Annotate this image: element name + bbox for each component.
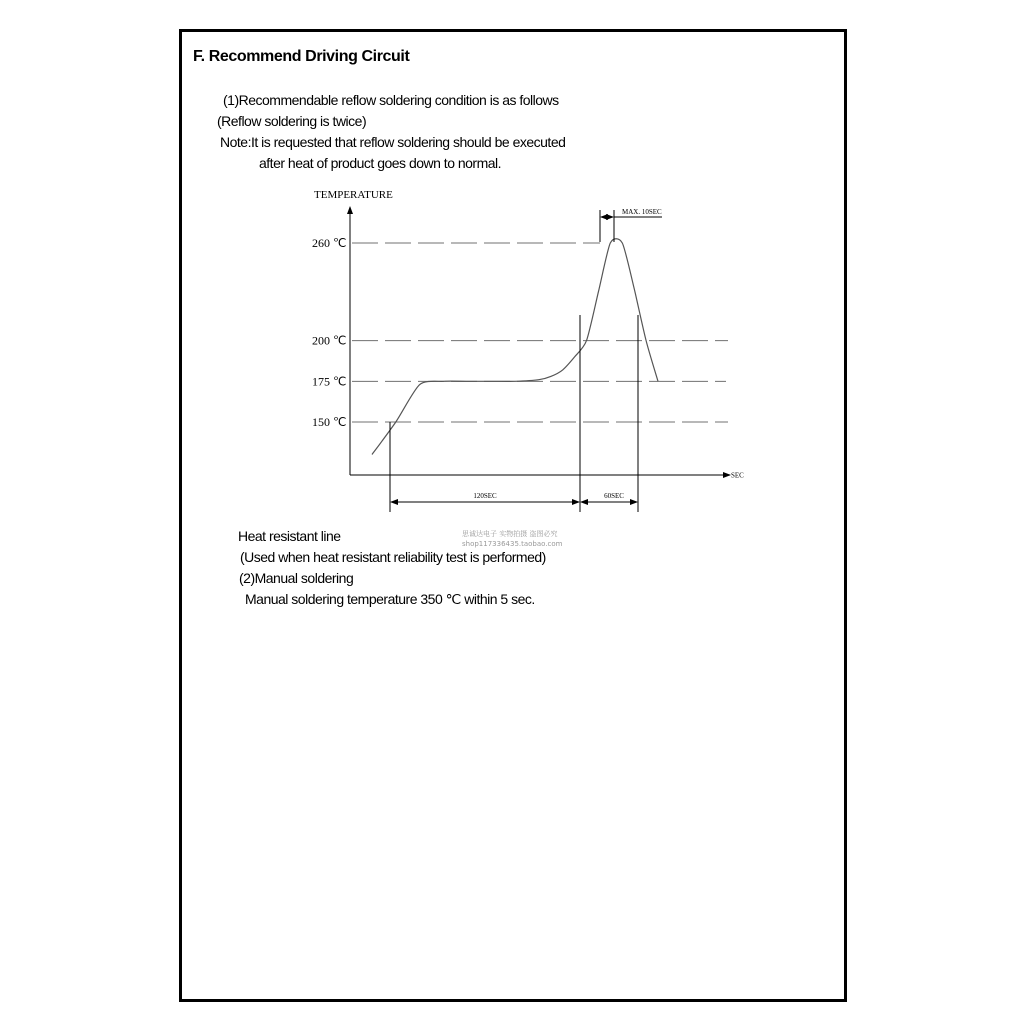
- heat-resistant-note: (Used when heat resistant reliability test is performed): [240, 549, 546, 565]
- reflow-note-continued-text: after heat of product goes down to normal.: [259, 155, 502, 171]
- x-axis-label: SEC: [731, 471, 744, 480]
- heat-resistant-line-label: Heat resistant line: [238, 528, 341, 544]
- reference-lines: [352, 243, 728, 422]
- reflow-twice-text: (Reflow soldering is twice): [217, 113, 367, 129]
- y-tick-labels: [312, 236, 346, 429]
- y-axis-label: TEMPERATURE: [314, 189, 393, 201]
- y-tick-label: 150 ℃: [312, 415, 347, 429]
- y-tick-label: 175 ℃: [312, 374, 347, 389]
- peak-duration-label: MAX. 10SEC: [622, 208, 662, 216]
- reflow-duration-label: 60SEC: [604, 492, 624, 500]
- manual-soldering-text: Manual soldering temperature 350 ℃ within 5 sec.: [245, 591, 535, 607]
- watermark-line-2: shop117336435.taobao.com: [462, 540, 563, 548]
- section-heading: F. Recommend Driving Circuit: [193, 48, 410, 65]
- watermark-line-1: 思诚达电子 实物拍摄 盗图必究: [462, 530, 558, 538]
- watermark: [462, 529, 563, 549]
- preheat-duration-label: 120SEC: [473, 492, 497, 500]
- manual-soldering-title: (2)Manual soldering: [239, 570, 354, 586]
- reflow-condition-text: (1)Recommendable reflow soldering condition is as follows: [223, 92, 559, 108]
- reflow-note-text: Note:It is requested that reflow soldering should be executed: [220, 134, 566, 150]
- temperature-curve: [372, 239, 658, 455]
- y-tick-label: 260 ℃: [312, 236, 347, 250]
- y-tick-label: 200 ℃: [312, 333, 347, 348]
